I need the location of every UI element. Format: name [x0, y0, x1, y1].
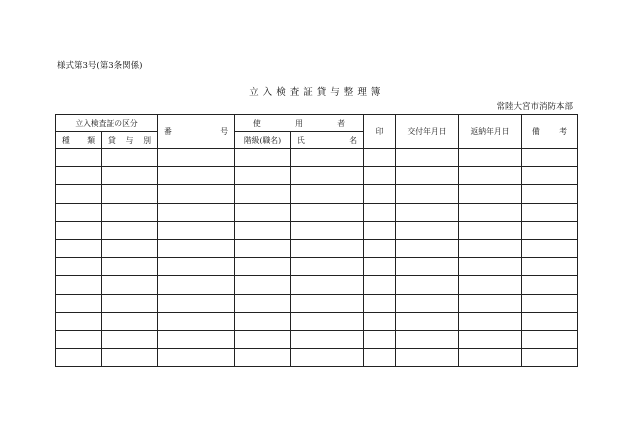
table-cell — [522, 312, 578, 330]
table-cell — [291, 167, 364, 185]
table-cell — [396, 330, 459, 348]
table-cell — [522, 167, 578, 185]
table-cell — [235, 258, 291, 276]
table-row — [56, 330, 578, 348]
header-name: 氏 名 — [291, 132, 364, 149]
table-row — [56, 312, 578, 330]
register-table — [55, 114, 578, 367]
table-cell — [522, 221, 578, 239]
table-cell — [158, 294, 235, 312]
table-cell — [459, 312, 522, 330]
table-cell — [235, 203, 291, 221]
header-type: 種 類 — [56, 132, 102, 149]
table-cell — [102, 167, 158, 185]
header-issue-date: 交付年月日 — [396, 115, 459, 149]
table-cell — [364, 185, 396, 203]
table-cell — [364, 349, 396, 367]
table-cell — [56, 312, 102, 330]
table-cell — [459, 221, 522, 239]
table-cell — [459, 185, 522, 203]
table-row — [56, 221, 578, 239]
table-cell — [522, 349, 578, 367]
table-cell — [522, 203, 578, 221]
table-row — [56, 239, 578, 257]
table-row — [56, 203, 578, 221]
table-cell — [459, 167, 522, 185]
table-cell — [291, 294, 364, 312]
table-cell — [235, 330, 291, 348]
table-cell — [291, 349, 364, 367]
table-cell — [235, 312, 291, 330]
table-cell — [235, 349, 291, 367]
table-cell — [235, 239, 291, 257]
table-cell — [102, 149, 158, 167]
table-row — [56, 349, 578, 367]
table-cell — [364, 239, 396, 257]
header-seal: 印 — [364, 115, 396, 149]
table-cell — [102, 330, 158, 348]
table-cell — [56, 276, 102, 294]
table-row — [56, 294, 578, 312]
table-cell — [522, 276, 578, 294]
table-cell — [522, 149, 578, 167]
table-cell — [158, 203, 235, 221]
table-cell — [364, 203, 396, 221]
table-cell — [459, 203, 522, 221]
table-cell — [396, 239, 459, 257]
table-cell — [396, 312, 459, 330]
table-cell — [396, 258, 459, 276]
table-cell — [158, 276, 235, 294]
table-cell — [56, 239, 102, 257]
header-return-date: 返納年月日 — [459, 115, 522, 149]
table-cell — [291, 221, 364, 239]
table-cell — [56, 149, 102, 167]
table-cell — [158, 221, 235, 239]
table-cell — [522, 294, 578, 312]
table-cell — [102, 294, 158, 312]
table-cell — [56, 203, 102, 221]
table-cell — [102, 312, 158, 330]
header-lend-type: 貸 与 別 — [102, 132, 158, 149]
table-cell — [102, 203, 158, 221]
header-rank: 階級(職名) — [235, 132, 291, 149]
table-row — [56, 149, 578, 167]
table-cell — [102, 349, 158, 367]
table-cell — [291, 312, 364, 330]
table-cell — [56, 349, 102, 367]
header-certificate-group: 立入検査証の区分 — [56, 115, 158, 132]
table-cell — [56, 330, 102, 348]
document-title: 立 入 検 査 証 貸 与 整 理 簿 — [249, 87, 381, 98]
table-cell — [364, 294, 396, 312]
header-number: 番 号 — [158, 115, 235, 149]
table-cell — [364, 258, 396, 276]
table-cell — [102, 276, 158, 294]
table-cell — [102, 221, 158, 239]
form-number: 様式第3号(第3条関係) — [57, 61, 143, 71]
header-remarks: 備 考 — [522, 115, 578, 149]
header-row-1 — [56, 115, 578, 132]
table-cell — [102, 258, 158, 276]
table-cell — [158, 239, 235, 257]
table-row — [56, 167, 578, 185]
table-cell — [291, 185, 364, 203]
table-cell — [364, 312, 396, 330]
table-cell — [364, 149, 396, 167]
table-cell — [522, 258, 578, 276]
table-cell — [102, 185, 158, 203]
table-cell — [459, 258, 522, 276]
table-cell — [56, 294, 102, 312]
table-cell — [459, 149, 522, 167]
table-row — [56, 258, 578, 276]
table-cell — [459, 276, 522, 294]
table-cell — [364, 330, 396, 348]
issuer: 常陸大宮市消防本部 — [496, 102, 573, 112]
table-cell — [56, 185, 102, 203]
table-cell — [235, 276, 291, 294]
table-cell — [158, 185, 235, 203]
table-cell — [158, 167, 235, 185]
table-row — [56, 276, 578, 294]
table-cell — [522, 239, 578, 257]
table-cell — [396, 221, 459, 239]
table-cell — [396, 294, 459, 312]
table-cell — [364, 167, 396, 185]
table-cell — [235, 149, 291, 167]
table-cell — [364, 276, 396, 294]
table-cell — [459, 330, 522, 348]
table-cell — [396, 276, 459, 294]
table-cell — [158, 258, 235, 276]
table-cell — [291, 330, 364, 348]
table-cell — [522, 185, 578, 203]
table-cell — [56, 221, 102, 239]
table-cell — [291, 149, 364, 167]
header-user-group: 使 用 者 — [235, 115, 364, 132]
table-cell — [291, 258, 364, 276]
table-cell — [235, 294, 291, 312]
table-cell — [158, 330, 235, 348]
table-cell — [158, 312, 235, 330]
table-cell — [396, 185, 459, 203]
table-cell — [522, 330, 578, 348]
table-cell — [56, 167, 102, 185]
table-cell — [459, 349, 522, 367]
table-cell — [235, 185, 291, 203]
table-cell — [102, 239, 158, 257]
table-cell — [291, 203, 364, 221]
table-cell — [396, 203, 459, 221]
table-cell — [158, 349, 235, 367]
table-cell — [56, 258, 102, 276]
table-cell — [459, 239, 522, 257]
table-cell — [235, 221, 291, 239]
table-cell — [396, 349, 459, 367]
table-cell — [158, 149, 235, 167]
table-cell — [235, 167, 291, 185]
table-row — [56, 185, 578, 203]
table-cell — [459, 294, 522, 312]
table-cell — [364, 221, 396, 239]
table-cell — [396, 149, 459, 167]
table-cell — [291, 276, 364, 294]
table-cell — [291, 239, 364, 257]
table-cell — [396, 167, 459, 185]
